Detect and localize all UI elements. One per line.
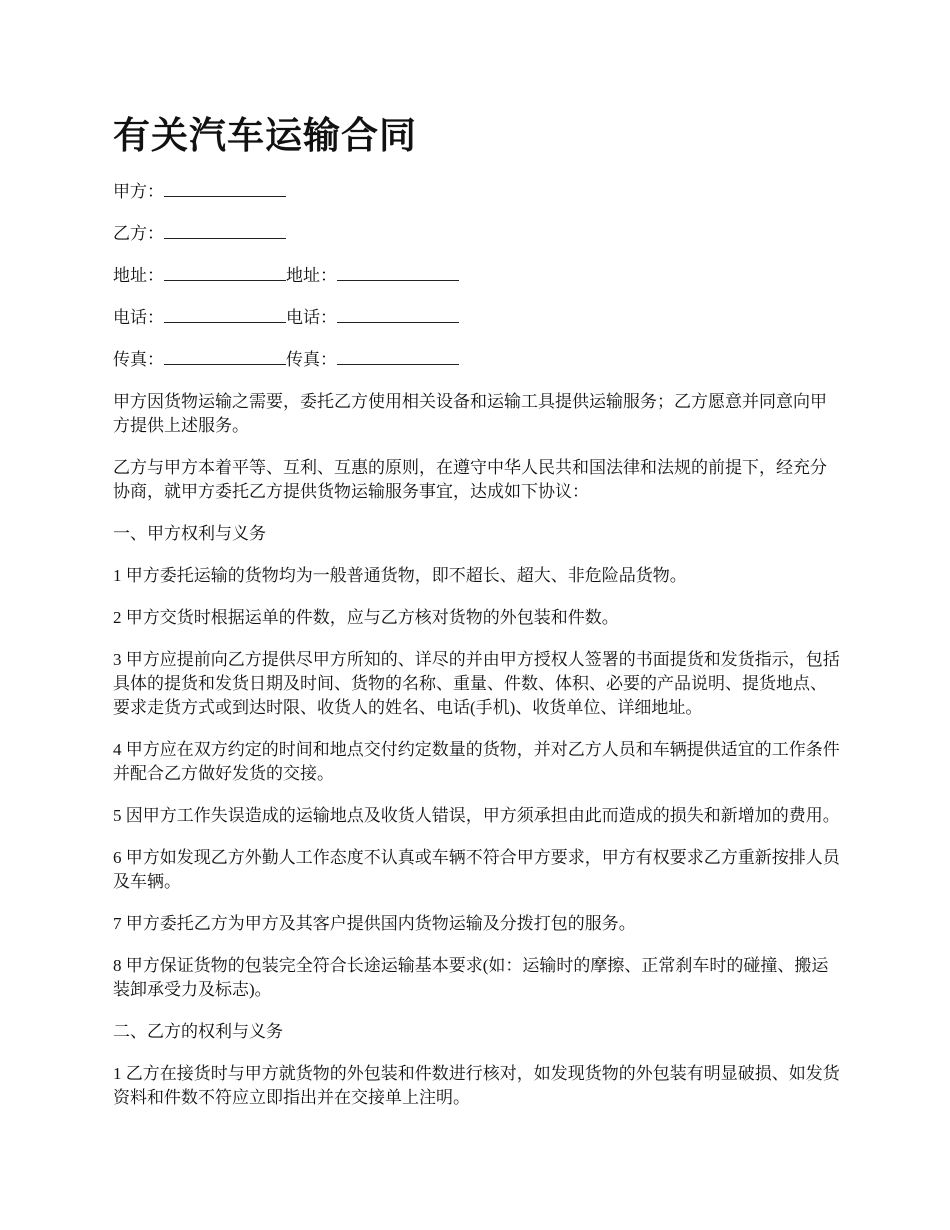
fax-line (113, 348, 843, 372)
party-b-label: 乙方： (113, 224, 164, 243)
fax-label-b: 传真： (286, 350, 337, 369)
section-heading-1: 一、甲方权利与义务 (113, 524, 266, 543)
address-label-a: 地址： (113, 266, 164, 285)
address-blank-b (337, 264, 459, 281)
address-label-b: 地址： (286, 266, 337, 285)
party-a-line (113, 180, 843, 204)
phone-line (113, 306, 843, 330)
clause-a8: 8 甲方保证货物的包装完全符合长途运输基本要求(如：运输时的摩擦、正常刹车时的碰撞、搬运装卸承受力及标志)。 (113, 956, 829, 999)
address-line (113, 264, 843, 288)
phone-blank-b (337, 306, 459, 323)
document-body (113, 180, 843, 1128)
fax-blank-a (164, 348, 286, 365)
address-blank-a (164, 264, 286, 281)
party-b-line (113, 222, 843, 246)
clause-a5: 5 因甲方工作失误造成的运输地点及收货人错误，甲方须承担由此而造成的损失和新增加的费用。 (113, 806, 840, 825)
document-title: 有关汽车运输合同 (113, 114, 417, 157)
phone-label-a: 电话： (113, 308, 164, 327)
clause-a7: 7 甲方委托乙方为甲方及其客户提供国内货物运输及分拨打包的服务。 (113, 914, 636, 933)
phone-label-b: 电话： (286, 308, 337, 327)
clause-a1: 1 甲方委托运输的货物均为一般普通货物，即不超长、超大、非危险品货物。 (113, 566, 687, 585)
intro-paragraph-1: 甲方因货物运输之需要，委托乙方使用相关设备和运输工具提供运输服务；乙方愿意并同意向甲方提供上述服务。 (113, 392, 827, 435)
clause-a6: 6 甲方如发现乙方外勤人工作态度不认真或车辆不符合甲方要求，甲方有权要求乙方重新按排人员及车辆。 (113, 848, 840, 891)
party-a-blank (164, 180, 286, 197)
fax-blank-b (337, 348, 459, 365)
intro-paragraph-2: 乙方与甲方本着平等、互利、互惠的原则，在遵守中华人民共和国法律和法规的前提下，经充分协商，就甲方委托乙方提供货物运输服务事宜，达成如下协议： (113, 458, 827, 501)
clause-a3: 3 甲方应提前向乙方提供尽甲方所知的、详尽的并由甲方授权人签署的书面提货和发货指示，包括具体的提货和发货日期及时间、货物的名称、重量、件数、体积、必要的产品说明、提货地点、要求走货方式或到达时限、收货人的姓名、电话(手机)、收货单位、详细地址。 (113, 650, 840, 717)
clause-a4: 4 甲方应在双方约定的时间和地点交付约定数量的货物，并对乙方人员和车辆提供适宜的工作条件并配合乙方做好发货的交接。 (113, 740, 840, 783)
section-heading-2: 二、乙方的权利与义务 (113, 1022, 283, 1041)
clause-b1: 1 乙方在接货时与甲方就货物的外包装和件数进行核对，如发现货物的外包装有明显破损、如发货资料和件数不符应立即指出并在交接单上注明。 (113, 1064, 840, 1107)
party-a-label: 甲方： (113, 182, 164, 201)
clause-a2: 2 甲方交货时根据运单的件数，应与乙方核对货物的外包装和件数。 (113, 608, 619, 627)
party-b-blank (164, 222, 286, 239)
phone-blank-a (164, 306, 286, 323)
fax-label-a: 传真： (113, 350, 164, 369)
